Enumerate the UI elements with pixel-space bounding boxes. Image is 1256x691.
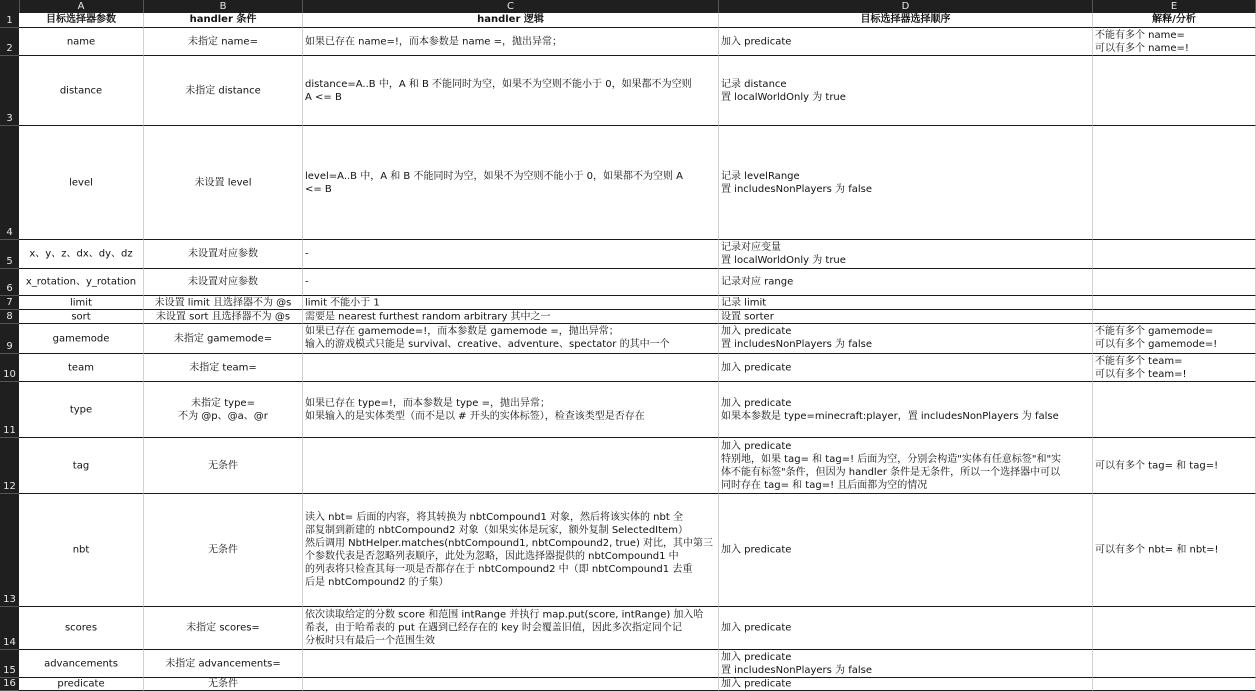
cell-order[interactable]: 加入 predicate: [719, 678, 1093, 691]
header-cell-a[interactable]: 目标选择器参数: [19, 13, 144, 28]
cell-order[interactable]: 加入 predicate 置 includesNonPlayers 为 false: [719, 650, 1093, 678]
column-header-e[interactable]: E: [1093, 0, 1256, 13]
cell-param[interactable]: x_rotation、y_rotation: [19, 269, 144, 296]
cell-condition[interactable]: 未指定 name=: [144, 28, 303, 56]
table-row: [19, 324, 1256, 354]
cell-condition[interactable]: 未指定 advancements=: [144, 650, 303, 678]
cell-logic[interactable]: 如果已存在 gamemode=!，而本参数是 gamemode =，抛出异常； 输入的游戏模式只能是 survival、creative、adventure、spectator 的其中一个: [303, 324, 719, 354]
cell-order[interactable]: 加入 predicate 特别地，如果 tag= 和 tag=! 后面为空，分别会构造"实体有任意标签"和"实 体不能有标签"条件，但因为 handler 条件是无条件，所以一个选择器中可以 同时存在 tag= 和 tag=! 且后面都为空的情况: [719, 438, 1093, 494]
cell-note[interactable]: [1093, 310, 1256, 324]
cell-condition[interactable]: 未指定 scores=: [144, 607, 303, 650]
row-header-13[interactable]: 13: [0, 494, 19, 607]
cell-param[interactable]: x、y、z、dx、dy、dz: [19, 240, 144, 269]
row-header-1[interactable]: 1: [0, 13, 19, 28]
cell-param[interactable]: nbt: [19, 494, 144, 607]
cell-note[interactable]: [1093, 678, 1256, 691]
cell-condition[interactable]: 未指定 distance: [144, 56, 303, 126]
cell-logic[interactable]: distance=A..B 中，A 和 B 不能同时为空，如果不为空则不能小于 0，如果都不为空则 A <= B: [303, 56, 719, 126]
cell-condition[interactable]: 未设置 level: [144, 126, 303, 240]
cell-param[interactable]: gamemode: [19, 324, 144, 354]
cell-condition[interactable]: 无条件: [144, 438, 303, 494]
row-header-16[interactable]: 16: [0, 678, 19, 691]
header-cell-d[interactable]: 目标选择器选择顺序: [719, 13, 1093, 28]
column-header-bar: [0, 0, 1256, 13]
cell-note[interactable]: [1093, 56, 1256, 126]
column-header-b[interactable]: B: [144, 0, 303, 13]
cell-order[interactable]: 加入 predicate 置 includesNonPlayers 为 false: [719, 324, 1093, 354]
cell-order[interactable]: 记录对应变量 置 localWorldOnly 为 true: [719, 240, 1093, 269]
header-cell-e[interactable]: 解释/分析: [1093, 13, 1256, 28]
cell-condition[interactable]: 未指定 type= 不为 @p、@a、@r: [144, 382, 303, 438]
table-row: [19, 269, 1256, 296]
row-header-14[interactable]: 14: [0, 607, 19, 650]
row-header-11[interactable]: 11: [0, 382, 19, 438]
row-header-9[interactable]: 9: [0, 324, 19, 354]
cell-logic[interactable]: [303, 650, 719, 678]
cell-order[interactable]: 记录 levelRange 置 includesNonPlayers 为 false: [719, 126, 1093, 240]
row-header-15[interactable]: 15: [0, 650, 19, 678]
cell-condition[interactable]: 未设置 limit 且选择器不为 @s: [144, 296, 303, 310]
table-row: [19, 240, 1256, 269]
cell-param[interactable]: predicate: [19, 678, 144, 691]
cell-param[interactable]: tag: [19, 438, 144, 494]
cell-logic[interactable]: 如果已存在 type=!，而本参数是 type =，抛出异常； 如果输入的是实体类型（而不是以 # 开头的实体标签），检查该类型是否存在: [303, 382, 719, 438]
table-row: [19, 126, 1256, 240]
cell-note[interactable]: [1093, 650, 1256, 678]
cell-logic[interactable]: level=A..B 中，A 和 B 不能同时为空，如果不为空则不能小于 0，如果都不为空则 A <= B: [303, 126, 719, 240]
cell-logic[interactable]: -: [303, 240, 719, 269]
cell-order[interactable]: 记录 distance 置 localWorldOnly 为 true: [719, 56, 1093, 126]
row-header-7[interactable]: 7: [0, 296, 19, 310]
cell-note[interactable]: 可以有多个 nbt= 和 nbt=!: [1093, 494, 1256, 607]
cell-order[interactable]: 加入 predicate: [719, 607, 1093, 650]
cell-logic[interactable]: 需要是 nearest furthest random arbitrary 其中之一: [303, 310, 719, 324]
column-header-c[interactable]: C: [303, 0, 719, 13]
row-header-3[interactable]: 3: [0, 56, 19, 126]
cell-logic[interactable]: [303, 438, 719, 494]
cell-param[interactable]: distance: [19, 56, 144, 126]
cell-logic[interactable]: -: [303, 269, 719, 296]
column-header-a[interactable]: A: [19, 0, 144, 13]
row-header-5[interactable]: 5: [0, 240, 19, 269]
cell-param[interactable]: sort: [19, 310, 144, 324]
header-cell-b[interactable]: handler 条件: [144, 13, 303, 28]
cell-order[interactable]: 加入 predicate: [719, 494, 1093, 607]
table-row: [19, 678, 1256, 691]
cell-param[interactable]: advancements: [19, 650, 144, 678]
cell-param[interactable]: scores: [19, 607, 144, 650]
cell-logic[interactable]: 依次读取给定的分数 score 和范围 intRange 并执行 map.put(score, intRange) 加入哈 希表，由于哈希表的 put 在遇到已经存在的 key 时会覆盖旧值，因此多次指定同个记 分板时只有最后一个范围生效: [303, 607, 719, 650]
column-header-d[interactable]: D: [719, 0, 1093, 13]
table-row: [19, 354, 1256, 382]
cell-condition[interactable]: 未指定 gamemode=: [144, 324, 303, 354]
table-row: [19, 494, 1256, 607]
row-header-12[interactable]: 12: [0, 438, 19, 494]
cell-order[interactable]: 设置 sorter: [719, 310, 1093, 324]
table-row: [19, 28, 1256, 56]
table-row: [19, 607, 1256, 650]
cell-param[interactable]: team: [19, 354, 144, 382]
cell-note[interactable]: [1093, 296, 1256, 310]
cell-param[interactable]: limit: [19, 296, 144, 310]
cell-note[interactable]: [1093, 382, 1256, 438]
cell-param[interactable]: type: [19, 382, 144, 438]
row-header-8[interactable]: 8: [0, 310, 19, 324]
cell-order[interactable]: 加入 predicate: [719, 354, 1093, 382]
table-row: [19, 650, 1256, 678]
cell-order[interactable]: 加入 predicate: [719, 28, 1093, 56]
cell-note[interactable]: [1093, 240, 1256, 269]
cell-logic[interactable]: [303, 354, 719, 382]
table-row: [19, 56, 1256, 126]
cell-logic[interactable]: [303, 678, 719, 691]
cell-note[interactable]: [1093, 126, 1256, 240]
cell-note[interactable]: 不能有多个 team= 可以有多个 team=!: [1093, 354, 1256, 382]
cell-condition[interactable]: 未指定 team=: [144, 354, 303, 382]
cell-order[interactable]: 加入 predicate 如果本参数是 type=minecraft:player，置 includesNonPlayers 为 false: [719, 382, 1093, 438]
row-header-6[interactable]: 6: [0, 269, 19, 296]
cell-logic[interactable]: 如果已存在 name=!，而本参数是 name =，抛出异常；: [303, 28, 719, 56]
cell-note[interactable]: 可以有多个 tag= 和 tag=!: [1093, 438, 1256, 494]
cell-condition[interactable]: 无条件: [144, 678, 303, 691]
cell-logic[interactable]: limit 不能小于 1: [303, 296, 719, 310]
cell-note[interactable]: 不能有多个 gamemode= 可以有多个 gamemode=!: [1093, 324, 1256, 354]
table-row: [19, 296, 1256, 310]
table-row: [19, 382, 1256, 438]
cell-condition[interactable]: 无条件: [144, 494, 303, 607]
row-header-4[interactable]: 4: [0, 126, 19, 240]
cell-note[interactable]: [1093, 607, 1256, 650]
cell-order[interactable]: 记录对应 range: [719, 269, 1093, 296]
cell-note[interactable]: [1093, 269, 1256, 296]
table-row: [19, 310, 1256, 324]
cell-logic[interactable]: 读入 nbt= 后面的内容，将其转换为 nbtCompound1 对象，然后将该实体的 nbt 全 部复制到新建的 nbtCompound2 对象（如果实体是玩家，额外复制 SelectedItem） 然后调用 NbtHelper.matches(nbtCompound1, nbtCompound2, true) 对比，其中第三 个参数代表是否忽略列表顺序，此处为忽略，因此选择器提供的 nbtCompound1 中 的列表将只检查其每一项是否都存在于 nbtCompound2 中（即 nbtCompound1 去重 后是 nbtCompound2 的子集）: [303, 494, 719, 607]
cell-condition[interactable]: 未设置对应参数: [144, 240, 303, 269]
cell-note[interactable]: 不能有多个 name= 可以有多个 name=!: [1093, 28, 1256, 56]
row-header-2[interactable]: 2: [0, 28, 19, 56]
cell-param[interactable]: name: [19, 28, 144, 56]
select-all-corner[interactable]: [0, 0, 20, 13]
row-header-10[interactable]: 10: [0, 354, 19, 382]
cell-param[interactable]: level: [19, 126, 144, 240]
header-cell-c[interactable]: handler 逻辑: [303, 13, 719, 28]
cell-order[interactable]: 记录 limit: [719, 296, 1093, 310]
cell-condition[interactable]: 未设置 sort 且选择器不为 @s: [144, 310, 303, 324]
table-row: [19, 438, 1256, 494]
cell-condition[interactable]: 未设置对应参数: [144, 269, 303, 296]
header-row: [19, 13, 1256, 28]
